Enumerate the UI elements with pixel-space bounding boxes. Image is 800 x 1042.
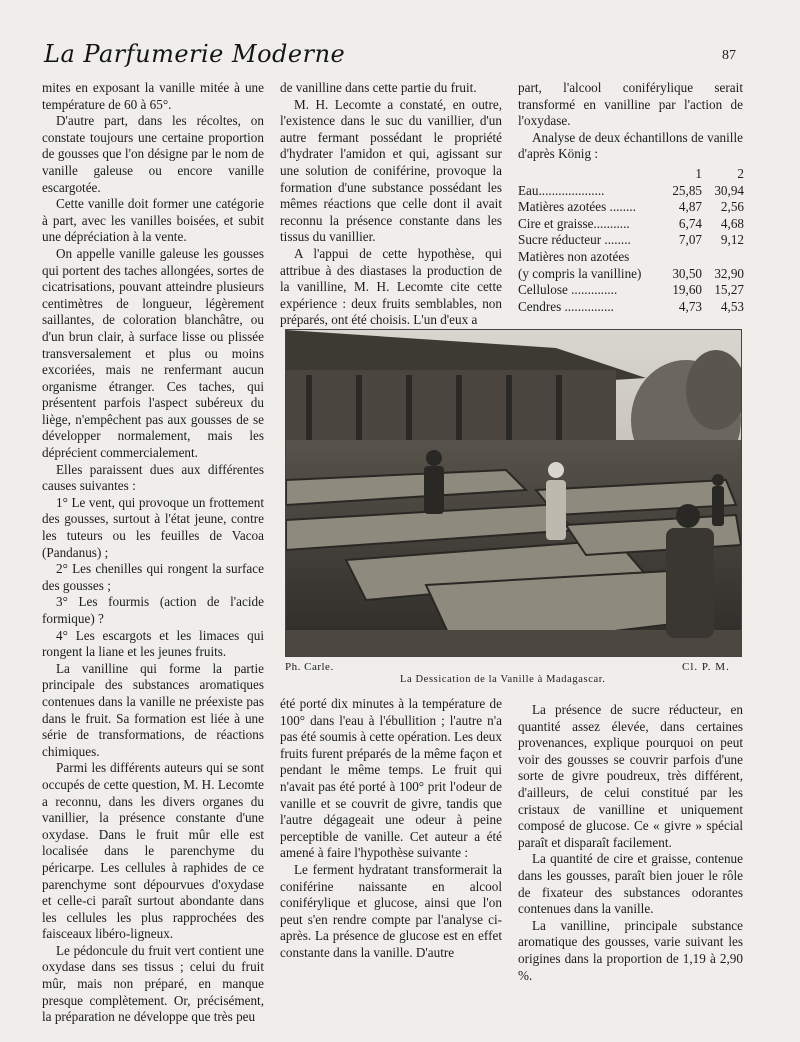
cell-value	[702, 249, 744, 266]
paragraph: On appelle vanille galeuse les gousses qui portent des taches allongées, sortes de cicatrisations, pouvant atteindre plusieurs centimètres de longueur, légèrement saillantes, de coloration blanchâtre, ou d'un brun clair, à surface lisse ou plissée transversalement et plus ou moins excoriées, mais ne renfermant aucun organisme étranger. Ces taches, qui présentent parfois l'aspect subéreux du liège, n'empêchent pas aux gousses de se développer normalement, mais les déprécient commercialement.	[42, 245, 264, 461]
cell-value: 6,74	[678, 215, 702, 231]
cell-value: 32,90	[714, 265, 744, 281]
cell-value: 9,12	[720, 232, 744, 248]
table-row	[518, 282, 744, 299]
paragraph: Parmi les différents auteurs qui se sont occupés de cette question, M. H. Lecomte a reconnu, dans les divers organes du vanillier, la présence constante d'une oxydase. Dans le fruit mûr elle est localisée dans le parenchyme du péricarpe. Les cellules à raphides de ce parenchyme sont dépourvues d'oxydase et celle-ci paraît surtout abondante dans les cellules les plus rapprochées des faisceaux libéro-ligneux.	[42, 760, 264, 942]
photo-credit: Cl. P. M.	[682, 661, 730, 673]
paragraph: 2° Les chenilles qui rongent la surface des gousses ;	[42, 561, 264, 593]
column-header: 2	[737, 166, 744, 181]
row-label: Cire et graisse...........	[518, 215, 630, 231]
cell-value: 2,56	[720, 199, 744, 215]
row-label: Matières non azotées	[518, 248, 630, 264]
cell-value: 25,85	[672, 182, 702, 198]
paragraph: été porté dix minutes à la température de 100° dans l'eau à l'ébullition ; l'autre n'a pas été soumis à cette opération. Les deux fruits furent préparés de la même façon et pendant le même temps. Le fruit qui n'avait pas été porté à 100° prit l'odeur de vanille et se couvrit de givre, tandis que l'autre dégageait une odeur à peine perceptible de vanille. Cet auteur a été amené à faire l'hypothèse suivante :	[280, 696, 502, 861]
column-header: 1	[695, 166, 702, 181]
column-3-top	[518, 80, 743, 163]
photo-credit: Ph. Carle.	[285, 661, 334, 673]
table-row	[518, 183, 744, 200]
paragraph: A l'appui de cette hypothèse, qui attribue à des diastases la production de la vanilline, M. H. Lecomte cite cette expérience : deux fruits semblables, non préparés, ont été choisis. L'un d'eux a	[280, 245, 502, 328]
column-3-bottom	[518, 702, 743, 984]
row-label: Cendres ...............	[518, 298, 614, 314]
table-row	[518, 199, 744, 216]
row-label: Cellulose ..............	[518, 282, 618, 298]
paragraph: Analyse de deux échantillons de vanille d'après König :	[518, 129, 743, 162]
row-label: Matières azotées ........	[518, 199, 636, 215]
cell-value: 4,68	[720, 215, 744, 231]
column-1	[42, 80, 264, 1026]
paragraph: D'autre part, dans les récoltes, on constate toujours une certaine proportion de gousses que l'on désigne par le nom de vanille galeuse ou encore vanille escargotée.	[42, 113, 264, 195]
column-2-bottom	[280, 696, 502, 962]
cell-value: 19,60	[672, 282, 702, 298]
row-label: Sucre réducteur ........	[518, 232, 631, 248]
paragraph: Cette vanille doit former une catégorie à part, avec les vanilles boisées, et subit une dépréciation à la vente.	[42, 196, 264, 245]
paragraph: Le ferment hydratant transformerait la coniférine naissante en alcool coniférylique et glucose, ainsi que l'on peut s'en rendre compte par l'analyse ci-après. La présence de glucose est en effet constante dans la vanille. D'autre	[280, 861, 502, 960]
cell-value	[660, 249, 702, 266]
paragraph: M. H. Lecomte a constaté, en outre, l'existence dans le suc du vanillier, d'un autre fermant possédant le propriété d'hydrater l'amidon et qui, agissant sur une solution de coniférine, provoque la formation d'une substance possédant les mêmes réactions que celle dont il avait reconnu la présence constante dans les tissus du vanillier.	[280, 96, 502, 245]
paragraph: La quantité de cire et graisse, contenue dans les gousses, paraît bien jouer le rôle de fixateur des substances odorantes contenues dans la vanille.	[518, 851, 743, 917]
masthead-title: La Parfumerie Moderne	[44, 40, 346, 68]
column-2-top	[280, 80, 502, 329]
cell-value: 30,50	[672, 265, 702, 281]
paragraph: 1° Le vent, qui provoque un frottement des gousses, surtout à l'état jeune, contre les tuteurs ou les feuilles de Vacoa (Pandanus) ;	[42, 494, 264, 560]
table-header-row	[518, 166, 744, 183]
paragraph: Le pédoncule du fruit vert contient une oxydase dans ses tissus ; celui du fruit mûr, mais non préparé, en manque presque complètement. Or, précisément, la préparation ne développe que très peu	[42, 942, 264, 1025]
paragraph: Elles paraissent dues aux différentes causes suivantes :	[42, 461, 264, 494]
cell-value: 15,27	[714, 282, 744, 298]
cell-value: 4,73	[678, 298, 702, 314]
photo-illustration	[286, 330, 741, 656]
paragraph: de vanilline dans cette partie du fruit.	[280, 80, 477, 95]
table-row	[518, 249, 744, 266]
table-row	[518, 216, 744, 233]
cell-value: 4,87	[678, 199, 702, 215]
paragraph: part, l'alcool coniférylique serait transformé en vanilline par l'action de l'oxydase.	[518, 80, 743, 129]
table-row	[518, 266, 744, 283]
cell-value: 4,53	[720, 298, 744, 314]
analysis-table	[518, 166, 744, 315]
figure-caption: La Dessication de la Vanille à Madagascar.	[400, 674, 606, 685]
table-row	[518, 232, 744, 249]
page-number: 87	[722, 48, 736, 63]
cell-value: 30,94	[714, 182, 744, 198]
row-label: (y compris la vanilline)	[518, 265, 642, 281]
row-label: Eau....................	[518, 182, 605, 198]
paragraph: mites en exposant la vanille mitée à une température de 60 à 65°.	[42, 80, 264, 112]
paragraph: 3° Les fourmis (action de l'acide formique) ?	[42, 594, 264, 626]
cell-value: 7,07	[678, 232, 702, 248]
paragraph: La présence de sucre réducteur, en quantité assez élevée, dans certaines provenances, explique pourquoi on peut voir des gousses se couvrir parfois d'une sorte de givre poudreux, très différent, d'ailleurs, de celui constitué par les cristaux de vanilline et uniquement composé de glucose. Ce « givre » spécial paraît et disparaît facilement.	[518, 702, 743, 850]
paragraph: La vanilline qui forme la partie principale des substances aromatiques contenues dans la vanille ne préexiste pas dans le fruit. Sa formation est liée à une série de transformations, de réactions chimiques.	[42, 660, 264, 759]
paragraph: La vanilline, principale substance aromatique des gousses, varie suivant les origines dans la proportion de 1,19 à 2,90 %.	[518, 917, 743, 983]
table-row	[518, 299, 744, 316]
vanilla-drying-photo	[285, 329, 742, 657]
paragraph: 4° Les escargots et les limaces qui rongent la liane et les jeunes fruits.	[42, 627, 264, 660]
